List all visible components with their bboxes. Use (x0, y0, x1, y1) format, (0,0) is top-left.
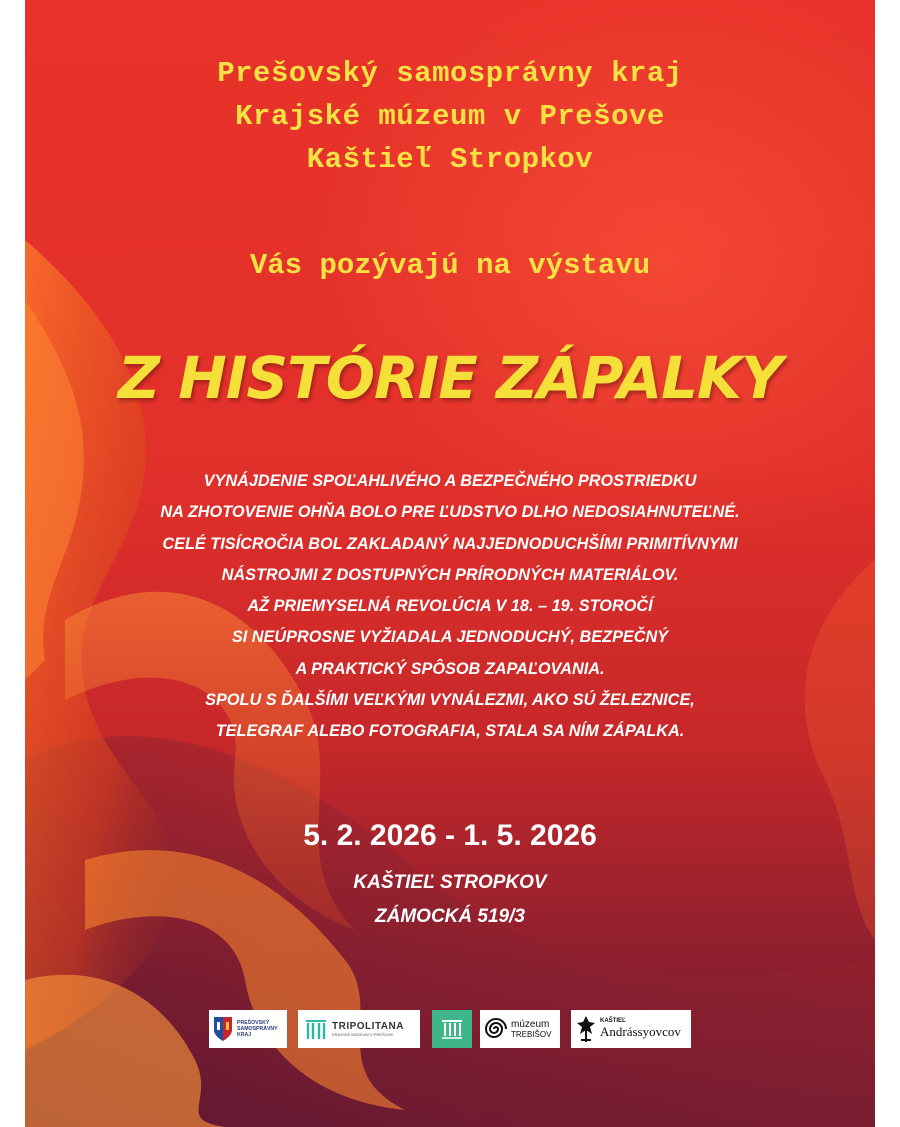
description-line: VYNÁJDENIE SPOĽAHLIVÉHO A BEZPEČNÉHO PROSTRIEDKU (203, 472, 697, 490)
venue-block (25, 866, 875, 934)
description-line: AŽ PRIEMYSELNÁ REVOLÚCIA V 18. – 19. STOROČÍ (247, 597, 653, 616)
tripolitana-name: TRIPOLITANA (332, 1021, 404, 1032)
description-line: TELEGRAF ALEBO FOTOGRAFIA, STALA SA NÍM ZÁPALKA. (215, 722, 685, 741)
trebisov-line1: múzeum (511, 1019, 550, 1030)
organizers-block (25, 52, 875, 181)
organizer-line-2: Krajské múzeum v Prešove (235, 100, 665, 133)
trebisov-line2: TREBIŠOV (511, 1030, 552, 1039)
description-line: NA ZHOTOVENIE OHŇA BOLO PRE ĽUDSTVO DLHO NEDOSIAHNUTEĽNÉ. (160, 503, 740, 522)
organizer-line-1: Prešovský samosprávny kraj (217, 57, 683, 90)
columns-icon (439, 1016, 465, 1042)
description-line: SPOLU S ĎALŠÍMI VEĽKÝMI VYNÁLEZMI, AKO SÚ ŽELEZNICE, (205, 691, 695, 710)
exhibition-title: Z HISTÓRIE ZÁPALKY (118, 344, 782, 412)
tripolitana-sub: KRAJSKÉ MÚZEUM V PREŠOVE (332, 1032, 394, 1037)
logo-presovsky-kraj (209, 1010, 287, 1048)
psk-text: PREŠOVSKÝ SAMOSPRÁVNY KRAJ (237, 1020, 278, 1038)
logo-kastiel-andrassyovcov (571, 1010, 691, 1048)
partner-logos (209, 1010, 709, 1050)
organizer-line-3: Kaštieľ Stropkov (306, 143, 594, 176)
exhibition-dates: 5. 2. 2026 - 1. 5. 2026 (303, 819, 597, 852)
invitation-line: Vás pozývajú na výstavu (249, 249, 651, 282)
exhibition-poster (25, 0, 875, 1127)
venue-address: ZÁMOCKÁ 519/3 (375, 906, 525, 927)
description-block (25, 466, 875, 748)
columns-icon (304, 1017, 328, 1041)
andrassy-line2: Andrássyovcov (600, 1024, 681, 1039)
logo-green-museum (432, 1010, 472, 1048)
description-line: CELÉ TISÍCROČIA BOL ZAKLADANÝ NAJJEDNODUCHŠÍMI PRIMITÍVNYMI (162, 534, 738, 553)
coat-of-arms-icon (213, 1016, 233, 1042)
logo-muzeum-trebisov (480, 1010, 560, 1048)
heraldic-figure-icon (575, 1014, 597, 1044)
andrassy-line1: KAŠTIEĽ (600, 1018, 626, 1024)
spiral-icon (483, 1015, 509, 1043)
logo-tripolitana (298, 1010, 420, 1048)
description-line: A PRAKTICKÝ SPÔSOB ZAPAĽOVANIA. (295, 659, 605, 678)
venue-name: KAŠTIEĽ STROPKOV (353, 872, 547, 893)
description-line: SI NEÚPROSNE VYŽIADALA JEDNODUCHÝ, BEZPEČNÝ (231, 628, 669, 647)
description-line: NÁSTROJMI Z DOSTUPNÝCH PRÍRODNÝCH MATERIÁLOV. (221, 565, 679, 584)
